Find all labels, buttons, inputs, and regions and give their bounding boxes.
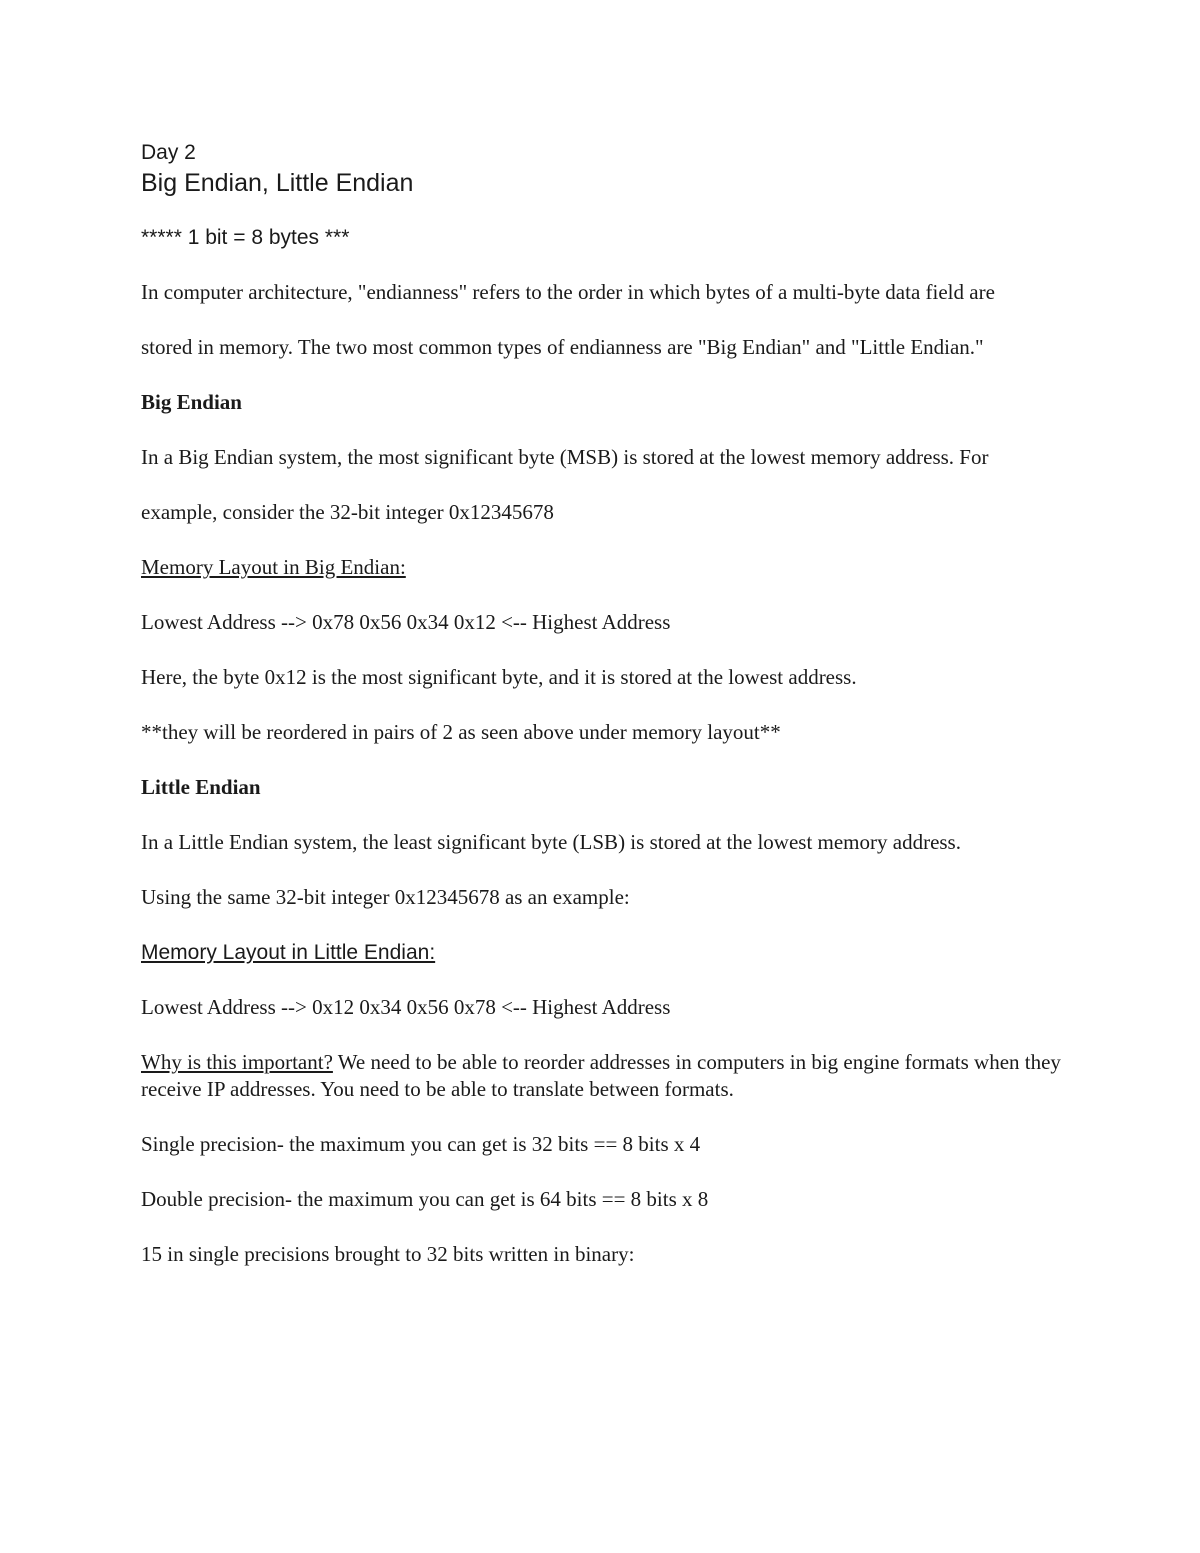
day-label: Day 2 xyxy=(141,141,196,164)
big-endian-paragraph-1: In a Big Endian system, the most significant byte (MSB) is stored at the lowest memory address. For xyxy=(141,445,989,469)
double-precision-line: Double precision- the maximum you can get is 64 bits == 8 bits x 8 xyxy=(141,1187,709,1211)
big-endian-layout: Lowest Address --> 0x78 0x56 0x34 0x12 <-- Highest Address xyxy=(141,610,671,634)
little-endian-paragraph-2: Using the same 32-bit integer 0x12345678 as an example: xyxy=(141,885,630,909)
importance-answer: We need to be able to reorder addresses in computers in big engine formats when they receive IP addresses. You need to be able to translate between formats. xyxy=(141,1050,1061,1101)
importance-paragraph xyxy=(141,1049,1061,1103)
big-endian-layout-heading: Memory Layout in Big Endian: xyxy=(141,555,406,579)
importance-question: Why is this important? xyxy=(141,1050,333,1074)
intro-paragraph-1: In computer architecture, "endianness" refers to the order in which bytes of a multi-byte data field are xyxy=(141,280,995,304)
intro-paragraph-2: stored in memory. The two most common types of endianness are "Big Endian" and "Little Endian." xyxy=(141,335,984,359)
document-content xyxy=(141,140,1061,1268)
little-endian-layout: Lowest Address --> 0x12 0x34 0x56 0x78 <-- Highest Address xyxy=(141,995,671,1019)
little-endian-paragraph-1: In a Little Endian system, the least significant byte (LSB) is stored at the lowest memory address. xyxy=(141,830,961,854)
single-precision-line: Single precision- the maximum you can get is 32 bits == 8 bits x 4 xyxy=(141,1132,701,1156)
big-endian-paragraph-2: example, consider the 32-bit integer 0x12345678 xyxy=(141,500,554,524)
page-title: Big Endian, Little Endian xyxy=(141,169,414,197)
little-endian-heading: Little Endian xyxy=(141,775,261,799)
big-endian-note: **they will be reordered in pairs of 2 as seen above under memory layout** xyxy=(141,720,781,744)
little-endian-layout-heading: Memory Layout in Little Endian: xyxy=(141,941,436,964)
big-endian-explanation: Here, the byte 0x12 is the most significant byte, and it is stored at the lowest address. xyxy=(141,665,857,689)
big-endian-heading: Big Endian xyxy=(141,390,242,414)
bit-byte-note: ***** 1 bit = 8 bytes *** xyxy=(141,226,350,249)
binary-example-line: 15 in single precisions brought to 32 bits written in binary: xyxy=(141,1242,635,1266)
